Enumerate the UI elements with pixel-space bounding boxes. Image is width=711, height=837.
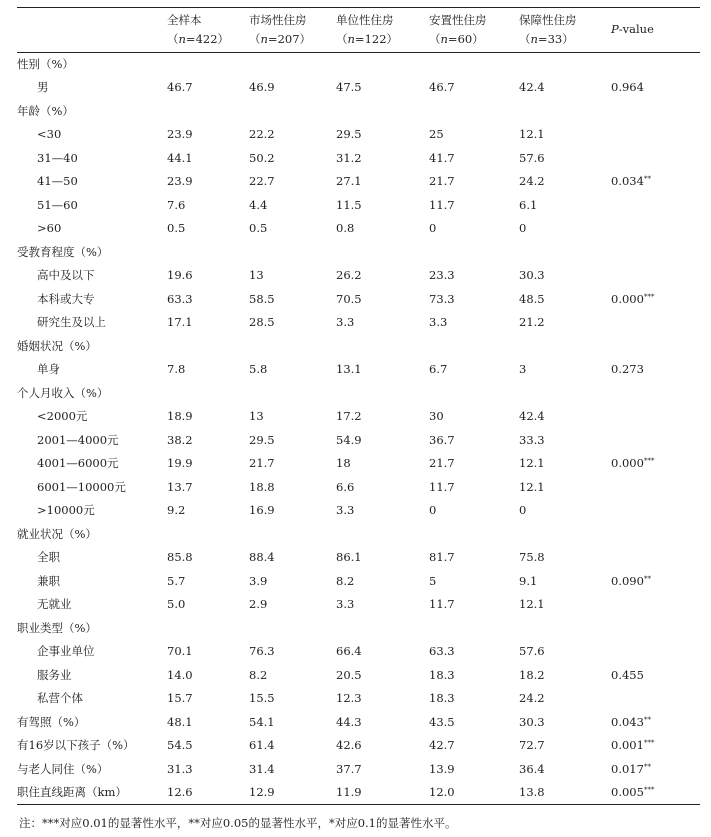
table-cell [519,53,611,77]
table-cell: 86.1 [336,550,362,565]
table-cell: 0.8 [336,221,355,236]
table-section-row [17,711,700,735]
row-label: <30 [37,127,62,142]
table-row [17,217,700,241]
table-cell: 7.6 [167,197,186,212]
pvalue-cell: 0.964 [611,80,644,95]
table-cell: 20.5 [336,667,362,682]
table-cell: 48.1 [167,714,193,729]
significance-marker: ** [643,175,651,184]
table-cell: 44.3 [336,714,362,729]
table-cell [249,523,336,547]
table-cell: 29.5 [336,127,362,142]
pvalue-cell [611,147,700,171]
table-cell: 13.9 [429,761,455,776]
table-header-row [17,8,700,53]
table-cell: 26.2 [336,268,362,283]
row-label: 职业类型（%） [17,620,97,635]
table-cell: 21.2 [519,315,545,330]
table-cell: 19.9 [167,456,193,471]
table-footnote: 注：***对应0.01的显著性水平，**对应0.05的显著性水平，*对应0.1的显著性水平。 [19,816,457,830]
table-cell [336,382,429,406]
table-section-row [17,335,700,359]
table-cell: 25 [429,127,444,142]
row-label: 4001—6000元 [37,456,119,471]
row-label: 41—50 [37,174,78,189]
table-cell [429,241,519,265]
pvalue-cell: 0.455 [611,667,644,682]
table-cell [429,523,519,547]
table-cell: 18.2 [519,667,545,682]
header-label: 全样本 [167,13,202,28]
table-cell: 36.7 [429,432,455,447]
table-cell: 22.7 [249,174,275,189]
table-cell: 11.7 [429,197,455,212]
table-cell [336,617,429,641]
table-cell: 5.0 [167,597,186,612]
table-cell: 70.1 [167,644,193,659]
table-cell: 57.6 [519,644,545,659]
table-cell: 23.9 [167,174,193,189]
header-column [249,8,336,53]
pvalue-cell: 0.001*** [611,738,655,753]
row-label: 婚姻状况（%） [17,338,97,353]
header-blank [17,8,167,53]
table-cell: 47.5 [336,80,362,95]
table-cell: 6.6 [336,479,355,494]
table-cell: 42.4 [519,409,545,424]
pvalue-cell [611,53,700,77]
row-label: 研究生及以上 [37,315,106,330]
row-label: 私营个体 [37,691,83,706]
table-cell: 85.8 [167,550,193,565]
table-cell: 31.4 [249,761,275,776]
header-sample-size: （n=422） [167,31,230,46]
table-cell [429,100,519,124]
table-cell: 66.4 [336,644,362,659]
row-label: 受教育程度（%） [17,244,109,259]
table-row [17,429,700,453]
table-row [17,123,700,147]
table-row [17,264,700,288]
table-cell: 4.4 [249,197,268,212]
table-cell: 12.1 [519,597,545,612]
table-row [17,170,700,194]
table-cell: 44.1 [167,150,193,165]
table-cell [519,241,611,265]
table-cell: 57.6 [519,150,545,165]
pvalue-cell [611,264,700,288]
table-cell [336,53,429,77]
pvalue-cell: 0.000*** [611,456,655,471]
row-label: 有16岁以下孩子（%） [17,738,135,753]
table-cell: 42.7 [429,738,455,753]
table-cell: 21.7 [429,456,455,471]
table-cell: 88.4 [249,550,275,565]
significance-marker: ** [643,762,651,771]
table-cell [167,335,249,359]
table-cell: 23.9 [167,127,193,142]
table-cell [336,523,429,547]
table-cell [519,335,611,359]
table-cell: 27.1 [336,174,362,189]
table-cell: 63.3 [429,644,455,659]
table-section-row [17,523,700,547]
pvalue-cell: 0.043** [611,714,651,729]
row-label: 企事业单位 [37,644,95,659]
table-row [17,452,700,476]
table-row [17,288,700,312]
table-section-row [17,53,700,77]
table-cell: 31.2 [336,150,362,165]
significance-marker: *** [643,457,655,466]
row-label: <2000元 [37,409,88,424]
table-section-row [17,241,700,265]
table-row [17,640,700,664]
table-cell: 7.8 [167,362,186,377]
header-column [167,8,249,53]
table-row [17,194,700,218]
pvalue-cell [611,311,700,335]
row-label: 有驾照（%） [17,714,86,729]
significance-marker: *** [643,292,655,301]
table-cell: 46.7 [429,80,455,95]
table-row [17,147,700,171]
row-label: 6001—10000元 [37,479,126,494]
row-label: 51—60 [37,197,78,212]
pvalue-cell [611,546,700,570]
row-label: 2001—4000元 [37,432,119,447]
table-cell: 14.0 [167,667,193,682]
table-cell: 54.5 [167,738,193,753]
table-cell: 5 [429,573,437,588]
pvalue-cell [611,429,700,453]
table-cell: 0.5 [167,221,186,236]
header-column [336,8,429,53]
table-row [17,499,700,523]
table-cell: 30.3 [519,714,545,729]
table-cell: 0 [429,503,437,518]
table-cell [249,617,336,641]
table-cell: 29.5 [249,432,275,447]
row-label: 年龄（%） [17,103,74,118]
table-cell [167,382,249,406]
table-cell: 15.7 [167,691,193,706]
pvalue-cell [611,476,700,500]
pvalue-cell [611,687,700,711]
table-section-row [17,781,700,805]
table-cell: 3 [519,362,527,377]
table-cell: 11.5 [336,197,362,212]
row-label: >60 [37,221,62,236]
header-label: 安置性住房 [429,13,487,28]
table-cell: 9.1 [519,573,538,588]
pvalue-cell [611,405,700,429]
header-label: 保障性住房 [519,13,577,28]
table-cell: 12.0 [429,781,519,805]
table-row [17,476,700,500]
table-cell [429,617,519,641]
table-cell: 36.4 [519,761,545,776]
pvalue-cell: 0.090** [611,573,651,588]
table-cell: 9.2 [167,503,186,518]
table-cell: 23.3 [429,268,455,283]
header-sample-size: （n=122） [336,31,399,46]
table-cell [249,335,336,359]
table-cell: 30 [429,409,444,424]
table-cell: 75.8 [519,550,545,565]
table-cell: 3.9 [249,573,268,588]
pvalue-cell [611,100,700,124]
table-cell [429,382,519,406]
table-cell: 13 [249,409,264,424]
pvalue-cell: 0.017** [611,761,651,776]
pvalue-cell: 0.000*** [611,291,655,306]
row-label: 就业状况（%） [17,526,97,541]
table-cell [249,100,336,124]
table-cell: 0.5 [249,221,268,236]
table-cell: 54.1 [249,714,275,729]
table-cell [167,523,249,547]
table-cell: 63.3 [167,291,193,306]
table-cell: 24.2 [519,174,545,189]
statistics-table [17,7,700,805]
table-cell [336,241,429,265]
table-row [17,664,700,688]
table-cell: 18.3 [429,667,455,682]
row-label: 与老人同住（%） [17,761,109,776]
table-cell: 12.6 [167,781,249,805]
pvalue-cell [611,640,700,664]
table-cell: 73.3 [429,291,455,306]
table-cell: 46.7 [167,80,193,95]
table-cell: 8.2 [336,573,355,588]
table-cell: 0 [519,221,527,236]
pvalue-cell [611,123,700,147]
table-cell: 50.2 [249,150,275,165]
table-cell: 5.7 [167,573,186,588]
table-cell: 48.5 [519,291,545,306]
table-cell: 13.8 [519,781,611,805]
table-section-row [17,617,700,641]
pvalue-cell: 0.273 [611,362,644,377]
row-label: >10000元 [37,503,95,518]
table-cell: 42.4 [519,80,545,95]
table-row [17,76,700,100]
pvalue-cell: 0.005*** [611,781,700,805]
table-cell: 61.4 [249,738,275,753]
table-cell: 8.2 [249,667,268,682]
row-label: 性别（%） [17,56,74,71]
table-cell: 13.7 [167,479,193,494]
table-section-row [17,100,700,124]
pvalue-cell [611,241,700,265]
row-label: 全职 [37,550,60,565]
table-cell [336,100,429,124]
table-cell: 12.1 [519,479,545,494]
table-cell [249,241,336,265]
header-sample-size: （n=33） [519,31,574,46]
row-label: 高中及以下 [37,268,95,283]
table-cell [167,617,249,641]
row-label: 本科或大专 [37,291,95,306]
table-cell [167,241,249,265]
table-cell [429,53,519,77]
table-cell: 3.3 [429,315,448,330]
table-cell: 16.9 [249,503,275,518]
header-sample-size: （n=207） [249,31,312,46]
table-row [17,358,700,382]
significance-marker: *** [643,739,655,748]
table-cell: 22.2 [249,127,275,142]
header-column [519,8,611,53]
table-cell [167,100,249,124]
table-cell: 12.3 [336,691,362,706]
table-cell: 13.1 [336,362,362,377]
pvalue-cell [611,194,700,218]
table-cell: 3.3 [336,503,355,518]
row-label: 职住直线距离（km） [17,781,167,805]
table-cell: 11.7 [429,597,455,612]
table-cell: 5.8 [249,362,268,377]
table-cell [336,335,429,359]
table-cell: 6.7 [429,362,448,377]
pvalue-cell [611,617,700,641]
header-sample-size: （n=60） [429,31,484,46]
table-row [17,570,700,594]
table-cell: 58.5 [249,291,275,306]
table-cell: 38.2 [167,432,193,447]
table-cell: 19.6 [167,268,193,283]
significance-marker: ** [643,715,651,724]
table-cell: 15.5 [249,691,275,706]
table-cell [519,617,611,641]
table-cell: 0 [429,221,437,236]
pvalue-cell [611,499,700,523]
table-cell: 33.3 [519,432,545,447]
table-cell: 70.5 [336,291,362,306]
table-cell [167,53,249,77]
table-cell: 72.7 [519,738,545,753]
table-row [17,593,700,617]
row-label: 男 [37,80,49,95]
table-row [17,687,700,711]
pvalue-cell [611,217,700,241]
table-cell: 0 [519,503,527,518]
table-cell: 12.1 [519,456,545,471]
table-body [17,53,700,805]
table-cell: 11.9 [336,781,429,805]
table-cell [519,382,611,406]
table-row [17,546,700,570]
table-section-row [17,734,700,758]
significance-marker: ** [643,574,651,583]
header-pvalue: P-value [611,8,700,53]
table-cell: 3.3 [336,597,355,612]
table-cell: 18.8 [249,479,275,494]
table-cell: 12.9 [249,781,336,805]
table-cell [519,100,611,124]
table-cell: 11.7 [429,479,455,494]
table-cell: 18.3 [429,691,455,706]
table-cell: 46.9 [249,80,275,95]
table-cell: 13 [249,268,264,283]
table-cell [249,53,336,77]
table-cell: 6.1 [519,197,538,212]
table-cell: 17.2 [336,409,362,424]
pvalue-cell: 0.034** [611,174,651,189]
table-cell: 54.9 [336,432,362,447]
table-cell: 21.7 [249,456,275,471]
header-column [429,8,519,53]
table-section-row [17,758,700,782]
table-cell: 31.3 [167,761,193,776]
row-label: 31—40 [37,150,78,165]
table-cell: 28.5 [249,315,275,330]
significance-marker: *** [643,785,655,794]
table-cell: 3.3 [336,315,355,330]
row-label: 无就业 [37,597,72,612]
table-row [17,311,700,335]
table-cell: 37.7 [336,761,362,776]
table-section-row [17,382,700,406]
table-cell: 43.5 [429,714,455,729]
table-cell [519,523,611,547]
table-cell: 81.7 [429,550,455,565]
table-cell: 2.9 [249,597,268,612]
table-cell: 12.1 [519,127,545,142]
table-cell: 41.7 [429,150,455,165]
row-label: 单身 [37,362,60,377]
table-cell: 17.1 [167,315,193,330]
table-cell: 18 [336,456,351,471]
row-label: 服务业 [37,667,72,682]
table-cell: 30.3 [519,268,545,283]
pvalue-cell [611,382,700,406]
header-label: 单位性住房 [336,13,394,28]
table-cell: 24.2 [519,691,545,706]
table-cell: 18.9 [167,409,193,424]
table-cell: 42.6 [336,738,362,753]
table-cell: 76.3 [249,644,275,659]
table-cell: 21.7 [429,174,455,189]
pvalue-cell [611,335,700,359]
table-cell [249,382,336,406]
header-label: 市场性住房 [249,13,307,28]
row-label: 个人月收入（%） [17,385,109,400]
pvalue-cell [611,593,700,617]
table-row [17,405,700,429]
pvalue-cell [611,523,700,547]
table-cell [429,335,519,359]
row-label: 兼职 [37,573,60,588]
